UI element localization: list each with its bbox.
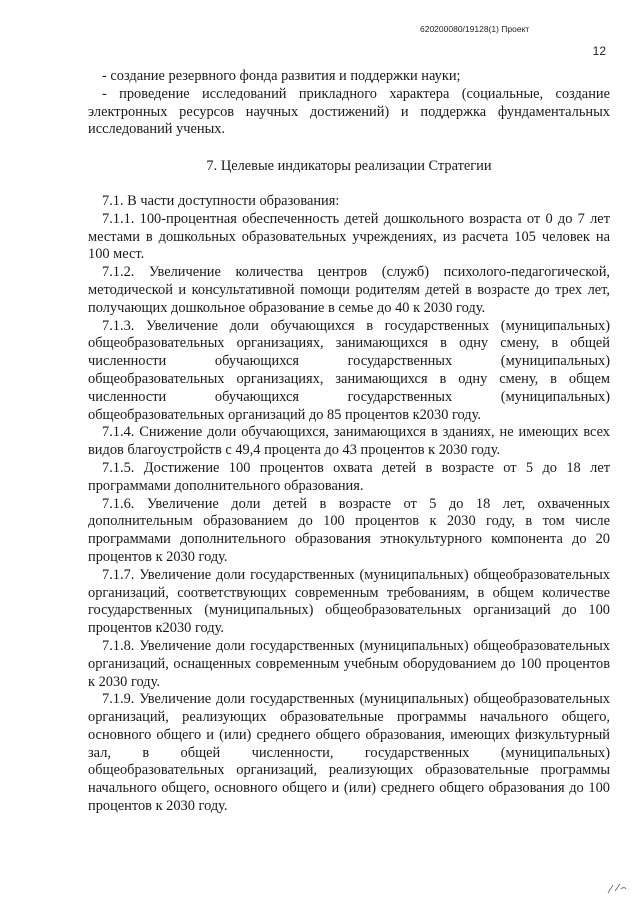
document-code: 620200080/19128(1) Проект	[420, 24, 530, 34]
list-item: 7.1.4. Снижение доли обучающихся, занимающихся в зданиях, не имеющих всех видов благоустройств с 49,4 процента до 43 процентов к 2030 году.	[88, 424, 610, 459]
list-item: 7.1.6. Увеличение доли детей в возрасте от 5 до 18 лет, охваченных дополнительным образованием до 100 процентов к 2030 году, в том числе программами дополнительного образования этнокультурного компонента до 20 процентов к 2030 году.	[88, 495, 610, 565]
list-item: 7.1.3. Увеличение доли обучающихся в государственных (муниципальных) общеобразовательных организациях, занимающихся в одну смену, в общей численности обучающихся государственных (муниципальных) общеобразовательных организациях, занимающихся в одну смену, в общем численности обучающихся государственных (муниципальных) общеобразовательных организаций до 85 процентов к2030 году.	[88, 317, 610, 423]
list-item: 7.1.8. Увеличение доли государственных (муниципальных) общеобразовательных организаций, оснащенных современным учебным оборудованием до 100 процентов к 2030 году.	[88, 637, 610, 690]
intro-line: - создание резервного фонда развития и поддержки науки;	[102, 68, 461, 84]
document-body	[88, 68, 610, 816]
handwritten-mark-icon	[606, 881, 628, 895]
intro-line: - проведение исследований прикладного характера (социальные, создание электронных ресурсов научных достижений) и поддержка фундаментальных исследований ученых.	[88, 85, 610, 138]
list-item: 7.1.2. Увеличение количества центров (служб) психолого-педагогической, методической и консультативной помощи родителям детей в возрасте до трех лет, получающих дошкольное образование в семье до 40 к 2030 году.	[88, 264, 610, 316]
page-number: 12	[592, 44, 606, 58]
section-title: 7. Целевые индикаторы реализации Стратегии	[206, 158, 492, 175]
list-item: 7.1.9. Увеличение доли государственных (муниципальных) общеобразовательных организаций, реализующих образовательные программы начального общего, основного общего и (или) среднего общего образования, имеющих физкультурный зал, в общей численности, государственных (муниципальных) общеобразовательных организаций, реализующих образовательные программы начального общего, основного общего и (или) среднего общего образования до 100 процентов к 2030 году.	[88, 691, 610, 815]
list-item: 7.1.5. Достижение 100 процентов охвата детей в возрасте от 5 до 18 лет программами дополнительного образования.	[88, 459, 610, 494]
list-item: 7.1.7. Увеличение доли государственных (муниципальных) общеобразовательных организаций, соответствующих современным требованиям, в общем количестве государственных (муниципальных) общеобразовательных организаций до 100 процентов к2030 году.	[88, 566, 610, 637]
list-item: 7.1.1. 100-процентная обеспеченность детей дошкольного возраста от 0 до 7 лет местами в дошкольных образовательных учреждениях, из расчета 105 человек на 100 мест.	[88, 210, 610, 263]
subsection-title: 7.1. В части доступности образования:	[102, 192, 340, 209]
